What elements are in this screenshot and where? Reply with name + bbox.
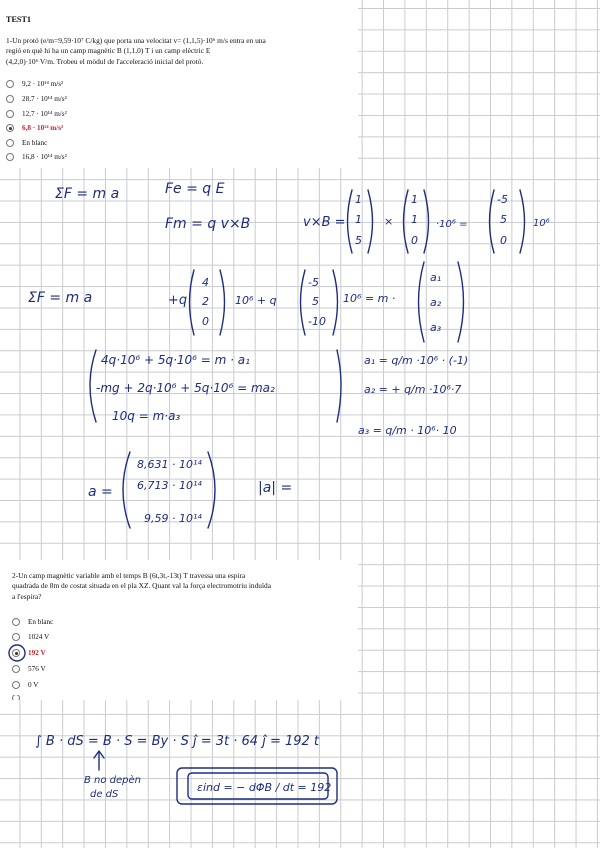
note-aside: B no depèn [84, 775, 142, 786]
matrix-entry: 1 [355, 213, 362, 226]
matrix-entry: 0 [411, 234, 418, 247]
matrix-entry: a₃ [430, 321, 442, 334]
matrix-entry: 6,713 · 10¹⁴ [137, 479, 202, 492]
bracket-right [333, 270, 338, 335]
matrix-entry: 0 [500, 234, 507, 247]
q1-option[interactable]: 16,8 · 10¹⁴ m/s² [6, 153, 67, 161]
q1-option[interactable]: 12,7 · 10¹⁴ m/s² [6, 110, 67, 118]
note-vxb: v×B = [303, 215, 346, 230]
equation-line: 4q·10⁶ + 5q·10⁶ = m · a₁ [101, 353, 250, 367]
note-sum-f-2: ΣF = m a [28, 290, 93, 306]
matrix-entry: 1 [411, 213, 418, 226]
matrix-entry: 5 [500, 213, 507, 226]
matrix-entry: 2 [202, 295, 209, 308]
bracket-right [458, 262, 464, 342]
matrix-entry: 1 [411, 193, 418, 206]
note-eq-m: 10⁶ = m · [343, 292, 396, 305]
q2-option[interactable]: En blanc [12, 618, 53, 626]
q1-option[interactable]: 9,2 · 10¹⁴ m/s² [6, 80, 63, 88]
note-emf: εind = − dΦB / dt = 192 [197, 781, 332, 794]
bracket-left [419, 262, 425, 342]
matrix-entry: -10 [308, 315, 326, 328]
matrix-entry: 4 [202, 276, 209, 289]
matrix-entry: 9,59 · 10¹⁴ [144, 512, 202, 525]
matrix-entry: -5 [497, 193, 508, 206]
matrix-entry: 1 [355, 193, 362, 206]
note-plus-q: +q [168, 293, 188, 308]
matrix-entry: 0 [202, 315, 209, 328]
matrix-entry: 5 [312, 295, 319, 308]
q1-option[interactable]: En blanc [6, 139, 47, 147]
note-plus-q2: 10⁶ + q [235, 294, 277, 307]
question-1-line: (4,2,0)·10⁶ V/m. Trobeu el mòdul de l'acceleració inicial del protó. [6, 56, 204, 66]
question-1-line: regió en què hi ha un camp magnètic B (1,1,0) T i un camp elèctric E [6, 46, 211, 56]
q2-option-selected[interactable]: 192 V [12, 649, 46, 657]
test-title: TEST1 [6, 15, 32, 24]
bracket-left [123, 452, 130, 528]
solution-line: a₂ = + q/m ·10⁶·7 [364, 383, 462, 396]
bracket-right [208, 452, 215, 528]
note-aside: de dS [90, 789, 119, 800]
equation-line: 10q = m·a₃ [112, 409, 181, 423]
matrix-entry: 5 [355, 234, 362, 247]
note-cross: × [384, 215, 394, 228]
bracket-left [301, 270, 306, 335]
bracket-right [220, 270, 225, 335]
note-pow: 10⁶ [533, 218, 550, 229]
matrix-entry: 8,631 · 10¹⁴ [137, 458, 202, 471]
note-a-vector: a = [88, 484, 113, 500]
question-1-line: 1-Un protó (e/m=9,59·10⁷ C/kg) que porta una velocitat v= (1,1,5)·10⁶ m/s entra en una [6, 36, 266, 45]
matrix-entry: -5 [308, 276, 319, 289]
q2-option[interactable]: 576 V [12, 665, 46, 673]
bracket-right [368, 190, 373, 253]
question-2-line: 2-Un camp magnètic variable amb el temps B (6t,3t,-13t) T travessa una espira [12, 571, 246, 580]
selection-ring [9, 645, 25, 661]
equation-line: -mg + 2q·10⁶ + 5q·10⁶ = ma₂ [96, 381, 275, 395]
bracket-right [520, 190, 525, 253]
note-fm: Fm = q v×B [165, 216, 251, 232]
q1-option[interactable]: 28,7 · 10¹⁴ m/s² [6, 95, 67, 103]
q1-option-selected[interactable]: 6,8 · 10¹⁴ m/s² [6, 124, 63, 132]
bracket-left [190, 270, 195, 335]
q2-option[interactable]: 0 V [12, 681, 38, 689]
note-a-modulus: |a| = [258, 480, 293, 496]
question-2-line: a l'espira? [12, 591, 42, 601]
bracket-right [424, 190, 429, 253]
bracket-left [348, 190, 353, 253]
solution-line: a₁ = q/m ·10⁶ · (-1) [364, 354, 469, 367]
bracket-left [490, 190, 495, 253]
note-times-pow: ·10⁶ = [436, 219, 468, 230]
bracket-left [404, 190, 409, 253]
system-brace-right [337, 350, 341, 422]
matrix-entry: a₂ [430, 296, 442, 309]
solution-line: a₃ = q/m · 10⁶· 10 [358, 424, 457, 437]
note-sum-f: ΣF = m a [55, 186, 120, 202]
q2-option[interactable]: 1024 V [12, 633, 49, 641]
matrix-entry: a₁ [430, 271, 442, 284]
question-2-line: quadrada de 8m de costat situada en el pla XZ. Quant val la força electromotriu induïda [12, 581, 271, 591]
note-fe: Fe = q E [165, 181, 225, 197]
note-flux: ∫ B · dS = B · S = By · S ĵ = 3t · 64 ĵ = 192 t [35, 734, 320, 749]
